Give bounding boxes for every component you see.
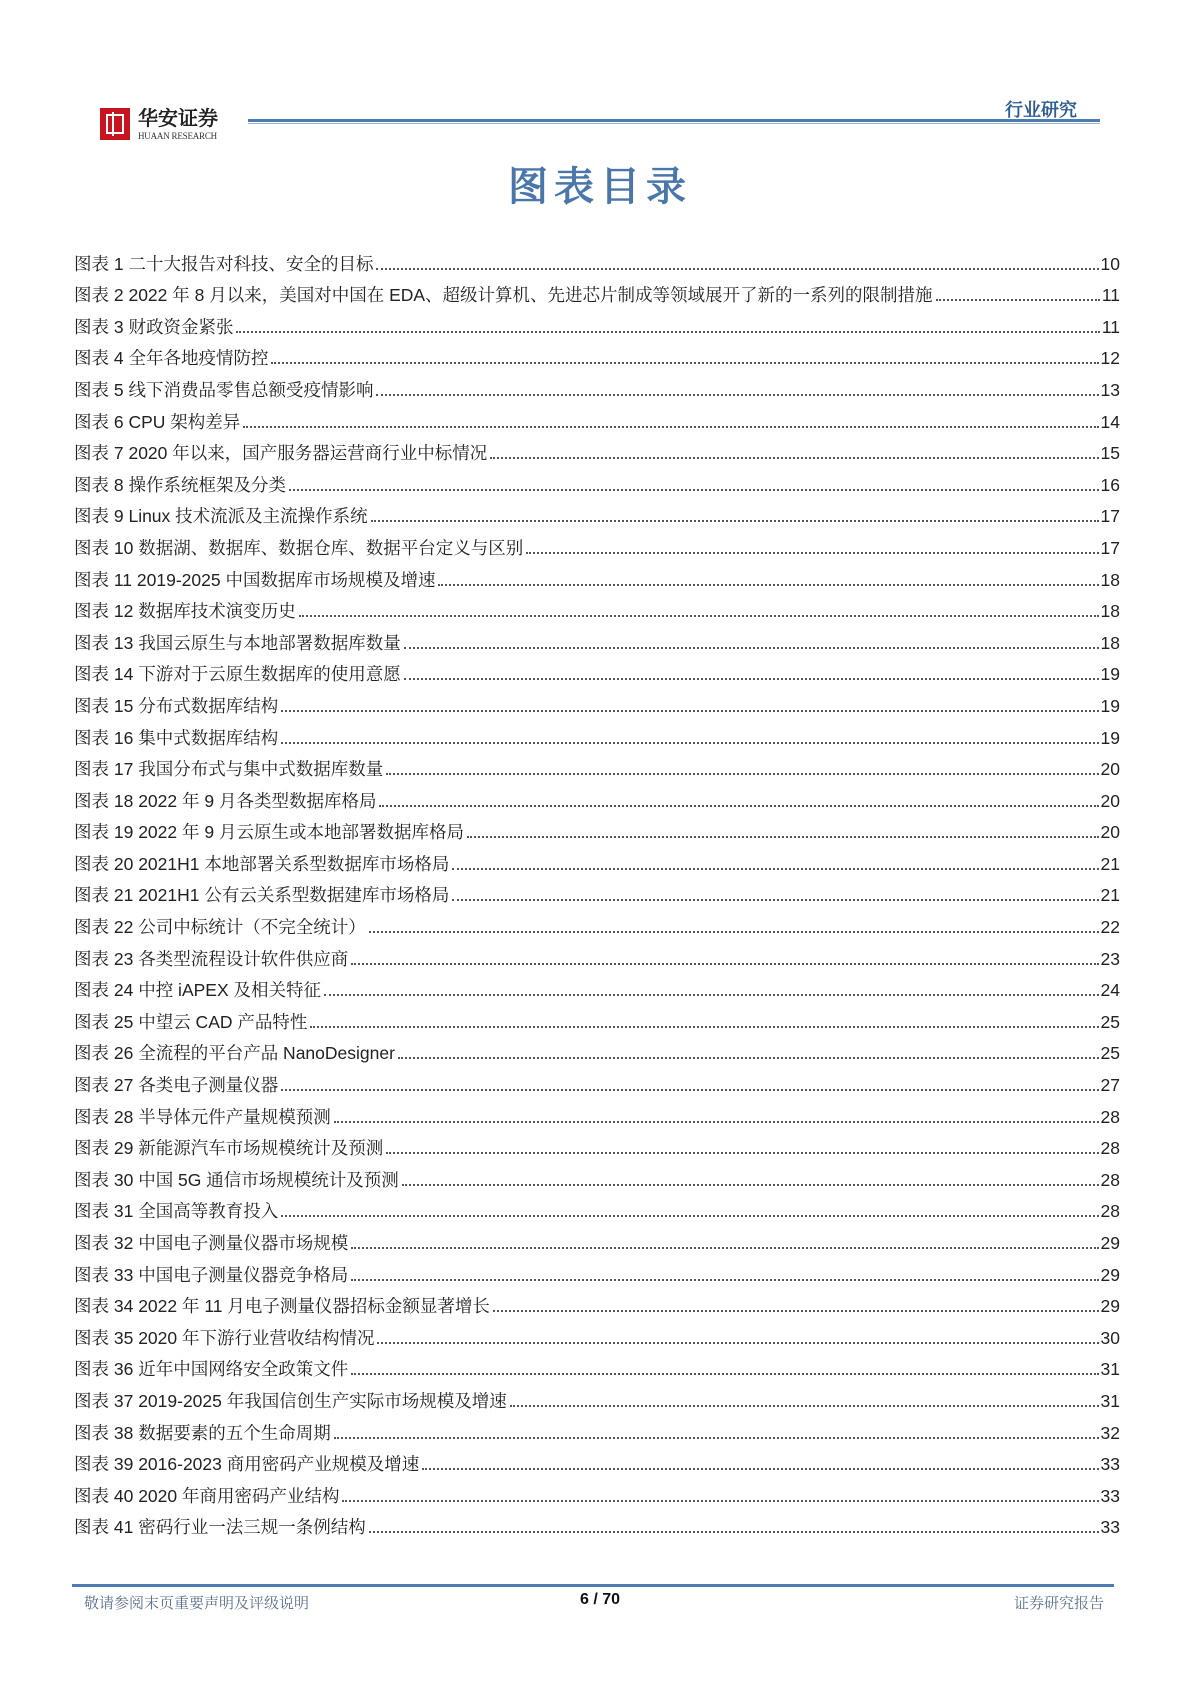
toc-entry-page: 20: [1100, 790, 1120, 811]
toc-entry-page: 12: [1100, 348, 1120, 369]
toc-leader-dots: [398, 1057, 1099, 1059]
toc-entry-page: 19: [1100, 727, 1120, 748]
toc-entry[interactable]: [74, 1443, 1120, 1475]
toc-entry-label: 图表 25 中望云 CAD 产品特性: [74, 1011, 308, 1032]
toc-entry[interactable]: [74, 1032, 1120, 1064]
toc-entry-page: 17: [1100, 537, 1120, 558]
toc-entry-page: 27: [1100, 1075, 1120, 1096]
toc-entry[interactable]: [74, 779, 1120, 811]
toc-entry-page: 21: [1100, 885, 1120, 906]
toc-entry[interactable]: [74, 874, 1120, 906]
toc-entry[interactable]: [74, 621, 1120, 653]
toc-entry[interactable]: [74, 526, 1120, 558]
logo-mark-icon: [100, 108, 130, 140]
toc-entry-page: 11: [1101, 285, 1120, 306]
toc-entry-page: 29: [1100, 1296, 1120, 1317]
toc-entry-page: 31: [1100, 1390, 1120, 1411]
toc-leader-dots: [299, 615, 1099, 617]
toc-leader-dots: [371, 520, 1099, 522]
page-title: 图表目录: [508, 165, 692, 209]
toc-leader-dots: [490, 457, 1098, 459]
toc-entry-page: 22: [1100, 917, 1120, 938]
toc-entry[interactable]: [74, 590, 1120, 622]
toc-leader-dots: [467, 836, 1099, 838]
toc-leader-dots: [402, 1184, 1099, 1186]
toc-entry-page: 17: [1100, 506, 1120, 527]
toc-leader-dots: [289, 489, 1099, 491]
toc-entry-page: 20: [1100, 759, 1120, 780]
toc-entry-label: 图表 17 我国分布式与集中式数据库数量: [74, 759, 384, 780]
toc-entry[interactable]: [74, 748, 1120, 780]
toc-entry[interactable]: [74, 463, 1120, 495]
toc-entry[interactable]: [74, 716, 1120, 748]
toc-entry-page: 33: [1100, 1517, 1120, 1538]
toc-entry-label: 图表 12 数据库技术演变历史: [74, 601, 296, 622]
toc-entry-label: 图表 27 各类电子测量仪器: [74, 1075, 279, 1096]
figure-toc-list: [74, 242, 1120, 1537]
toc-entry-label: 图表 14 下游对于云原生数据库的使用意愿: [74, 664, 401, 685]
toc-entry[interactable]: [74, 842, 1120, 874]
toc-leader-dots: [422, 1468, 1098, 1470]
toc-leader-dots: [281, 742, 1098, 744]
toc-entry-page: 28: [1100, 1201, 1120, 1222]
toc-entry[interactable]: [74, 1506, 1120, 1538]
toc-entry-page: 10: [1100, 253, 1120, 274]
toc-leader-dots: [452, 868, 1098, 870]
toc-leader-dots: [334, 1437, 1099, 1439]
toc-entry[interactable]: [74, 1411, 1120, 1443]
toc-leader-dots: [310, 1026, 1098, 1028]
toc-entry-label: 图表 3 财政资金紧张: [74, 316, 234, 337]
toc-leader-dots: [493, 1310, 1099, 1312]
toc-leader-dots: [281, 710, 1098, 712]
toc-entry[interactable]: [74, 1379, 1120, 1411]
section-tag: 行业研究: [1005, 100, 1077, 120]
toc-leader-dots: [281, 1089, 1098, 1091]
toc-entry-label: 图表 24 中控 iAPEX 及相关特征: [74, 980, 321, 1001]
toc-entry[interactable]: [74, 242, 1120, 274]
toc-entry-label: 图表 6 CPU 架构差异: [74, 411, 241, 432]
toc-entry-page: 11: [1101, 316, 1120, 337]
toc-entry-label: 图表 8 操作系统框架及分类: [74, 474, 286, 495]
toc-entry-label: 图表 34 2022 年 11 月电子测量仪器招标金额显著增长: [74, 1296, 490, 1317]
toc-entry-label: 图表 39 2016-2023 商用密码产业规模及增速: [74, 1454, 420, 1475]
toc-entry-label: 图表 5 线下消费品零售总额受疫情影响: [74, 379, 374, 400]
toc-leader-dots: [281, 1215, 1098, 1217]
toc-entry[interactable]: [74, 1095, 1120, 1127]
toc-leader-dots: [379, 805, 1098, 807]
toc-leader-dots: [386, 773, 1098, 775]
footer-report-type: 证券研究报告: [1013, 1595, 1104, 1612]
toc-leader-dots: [236, 331, 1099, 333]
toc-entry[interactable]: [74, 495, 1120, 527]
toc-entry[interactable]: [74, 684, 1120, 716]
toc-leader-dots: [404, 678, 1099, 680]
toc-entry[interactable]: [74, 1063, 1120, 1095]
toc-leader-dots: [334, 1121, 1099, 1123]
toc-entry-label: 图表 2 2022 年 8 月以来，美国对中国在 EDA、超级计算机、先进芯片制成等领域展开了新的一系列的限制措施: [74, 285, 933, 306]
toc-entry-label: 图表 40 2020 年商用密码产业结构: [74, 1485, 340, 1506]
toc-leader-dots: [351, 963, 1098, 965]
toc-entry-page: 21: [1100, 853, 1120, 874]
toc-entry[interactable]: [74, 811, 1120, 843]
toc-leader-dots: [438, 584, 1098, 586]
toc-leader-dots: [386, 1152, 1098, 1154]
toc-entry-page: 24: [1100, 980, 1120, 1001]
footer-divider: [72, 1584, 1114, 1587]
toc-entry-page: 23: [1100, 948, 1120, 969]
toc-entry-page: 14: [1100, 411, 1120, 432]
toc-entry-label: 图表 11 2019-2025 中国数据库市场规模及增速: [74, 569, 436, 590]
toc-leader-dots: [243, 426, 1098, 428]
toc-entry-label: 图表 4 全年各地疫情防控: [74, 348, 269, 369]
toc-leader-dots: [351, 1373, 1098, 1375]
toc-leader-dots: [936, 299, 1100, 301]
toc-entry-page: 29: [1100, 1264, 1120, 1285]
toc-leader-dots: [526, 552, 1098, 554]
toc-entry[interactable]: [74, 558, 1120, 590]
toc-entry-page: 18: [1100, 632, 1120, 653]
toc-leader-dots: [351, 1279, 1098, 1281]
toc-entry[interactable]: [74, 337, 1120, 369]
toc-entry-label: 图表 41 密码行业一法三规一条例结构: [74, 1517, 366, 1538]
toc-leader-dots: [376, 268, 1098, 270]
toc-entry-page: 25: [1100, 1011, 1120, 1032]
toc-entry-label: 图表 23 各类型流程设计软件供应商: [74, 948, 349, 969]
toc-entry-page: 19: [1100, 664, 1120, 685]
toc-leader-dots: [510, 1405, 1099, 1407]
toc-entry[interactable]: [74, 1474, 1120, 1506]
toc-entry-label: 图表 19 2022 年 9 月云原生或本地部署数据库格局: [74, 822, 464, 843]
toc-leader-dots: [376, 394, 1098, 396]
toc-entry-page: 28: [1100, 1169, 1120, 1190]
toc-leader-dots: [452, 899, 1098, 901]
toc-entry-label: 图表 13 我国云原生与本地部署数据库数量: [74, 632, 401, 653]
toc-entry[interactable]: [74, 969, 1120, 1001]
toc-entry-page: 16: [1100, 474, 1120, 495]
toc-entry-page: 33: [1100, 1454, 1120, 1475]
toc-leader-dots: [271, 362, 1098, 364]
toc-entry-page: 15: [1100, 443, 1120, 464]
toc-leader-dots: [324, 994, 1099, 996]
header-divider: [248, 119, 1100, 122]
toc-entry-label: 图表 29 新能源汽车市场规模统计及预测: [74, 1138, 384, 1159]
toc-entry[interactable]: [74, 432, 1120, 464]
toc-entry-label: 图表 36 近年中国网络安全政策文件: [74, 1359, 349, 1380]
toc-entry-label: 图表 35 2020 年下游行业营收结构情况: [74, 1327, 375, 1348]
toc-entry-label: 图表 15 分布式数据库结构: [74, 695, 279, 716]
toc-entry[interactable]: [74, 1127, 1120, 1159]
toc-entry[interactable]: [74, 1253, 1120, 1285]
logo-chinese-name: 华安证券: [138, 106, 218, 130]
toc-entry-label: 图表 22 公司中标统计（不完全统计）: [74, 917, 366, 938]
toc-leader-dots: [404, 647, 1099, 649]
toc-entry[interactable]: [74, 400, 1120, 432]
toc-entry-label: 图表 37 2019-2025 年我国信创生产实际市场规模及增速: [74, 1390, 507, 1411]
toc-entry-label: 图表 26 全流程的平台产品 NanoDesigner: [74, 1043, 395, 1064]
toc-entry-label: 图表 16 集中式数据库结构: [74, 727, 279, 748]
logo-english-name: HUAAN RESEARCH: [138, 131, 217, 141]
toc-entry-page: 28: [1100, 1138, 1120, 1159]
toc-entry-label: 图表 7 2020 年以来，国产服务器运营商行业中标情况: [74, 443, 488, 464]
toc-leader-dots: [369, 1531, 1099, 1533]
toc-entry[interactable]: [74, 1285, 1120, 1317]
toc-entry[interactable]: [74, 1316, 1120, 1348]
toc-entry-page: 29: [1100, 1233, 1120, 1253]
toc-entry-label: 图表 20 2021H1 本地部署关系型数据库市场格局: [74, 853, 450, 874]
company-logo: [100, 108, 218, 141]
toc-entry-page: 28: [1100, 1106, 1120, 1127]
toc-entry-page: 25: [1100, 1043, 1120, 1064]
toc-entry-label: 图表 32 中国电子测量仪器市场规模: [74, 1233, 349, 1253]
toc-entry-page: 19: [1100, 695, 1120, 716]
toc-entry[interactable]: [74, 1000, 1120, 1032]
toc-leader-dots: [377, 1342, 1098, 1344]
toc-entry-page: 31: [1100, 1359, 1120, 1380]
toc-entry-page: 30: [1100, 1327, 1120, 1348]
toc-entry[interactable]: [74, 305, 1120, 337]
toc-entry[interactable]: [74, 1221, 1120, 1253]
toc-entry-label: 图表 31 全国高等教育投入: [74, 1201, 279, 1222]
toc-entry[interactable]: [74, 937, 1120, 969]
toc-entry[interactable]: [74, 653, 1120, 685]
toc-leader-dots: [342, 1500, 1098, 1502]
footer-disclaimer: 敬请参阅末页重要声明及评级说明: [84, 1595, 310, 1612]
toc-entry-page: 20: [1100, 822, 1120, 843]
toc-entry[interactable]: [74, 1348, 1120, 1380]
toc-entry-page: 32: [1100, 1422, 1120, 1443]
toc-entry-label: 图表 28 半导体元件产量规模预测: [74, 1106, 331, 1127]
toc-entry-label: 图表 21 2021H1 公有云关系型数据建库市场格局: [74, 885, 450, 906]
toc-entry-page: 13: [1100, 379, 1120, 400]
toc-entry-label: 图表 1 二十大报告对科技、安全的目标: [74, 253, 374, 274]
toc-entry-label: 图表 9 Linux 技术流派及主流操作系统: [74, 506, 368, 527]
toc-leader-dots: [369, 931, 1099, 933]
toc-entry-label: 图表 10 数据湖、数据库、数据仓库、数据平台定义与区别: [74, 537, 524, 558]
toc-entry-page: 18: [1100, 569, 1120, 590]
toc-entry-label: 图表 30 中国 5G 通信市场规模统计及预测: [74, 1169, 399, 1190]
toc-entry[interactable]: [74, 368, 1120, 400]
toc-leader-dots: [351, 1247, 1098, 1249]
toc-entry[interactable]: [74, 274, 1120, 306]
toc-entry[interactable]: [74, 1158, 1120, 1190]
toc-entry-label: 图表 38 数据要素的五个生命周期: [74, 1422, 331, 1443]
toc-entry-label: 图表 33 中国电子测量仪器竞争格局: [74, 1264, 349, 1285]
toc-entry[interactable]: [74, 1190, 1120, 1222]
toc-entry[interactable]: [74, 905, 1120, 937]
toc-entry-page: 18: [1100, 601, 1120, 622]
toc-entry-label: 图表 18 2022 年 9 月各类型数据库格局: [74, 790, 377, 811]
page-indicator: 6 / 70: [579, 1591, 621, 1608]
toc-entry-page: 33: [1100, 1485, 1120, 1506]
